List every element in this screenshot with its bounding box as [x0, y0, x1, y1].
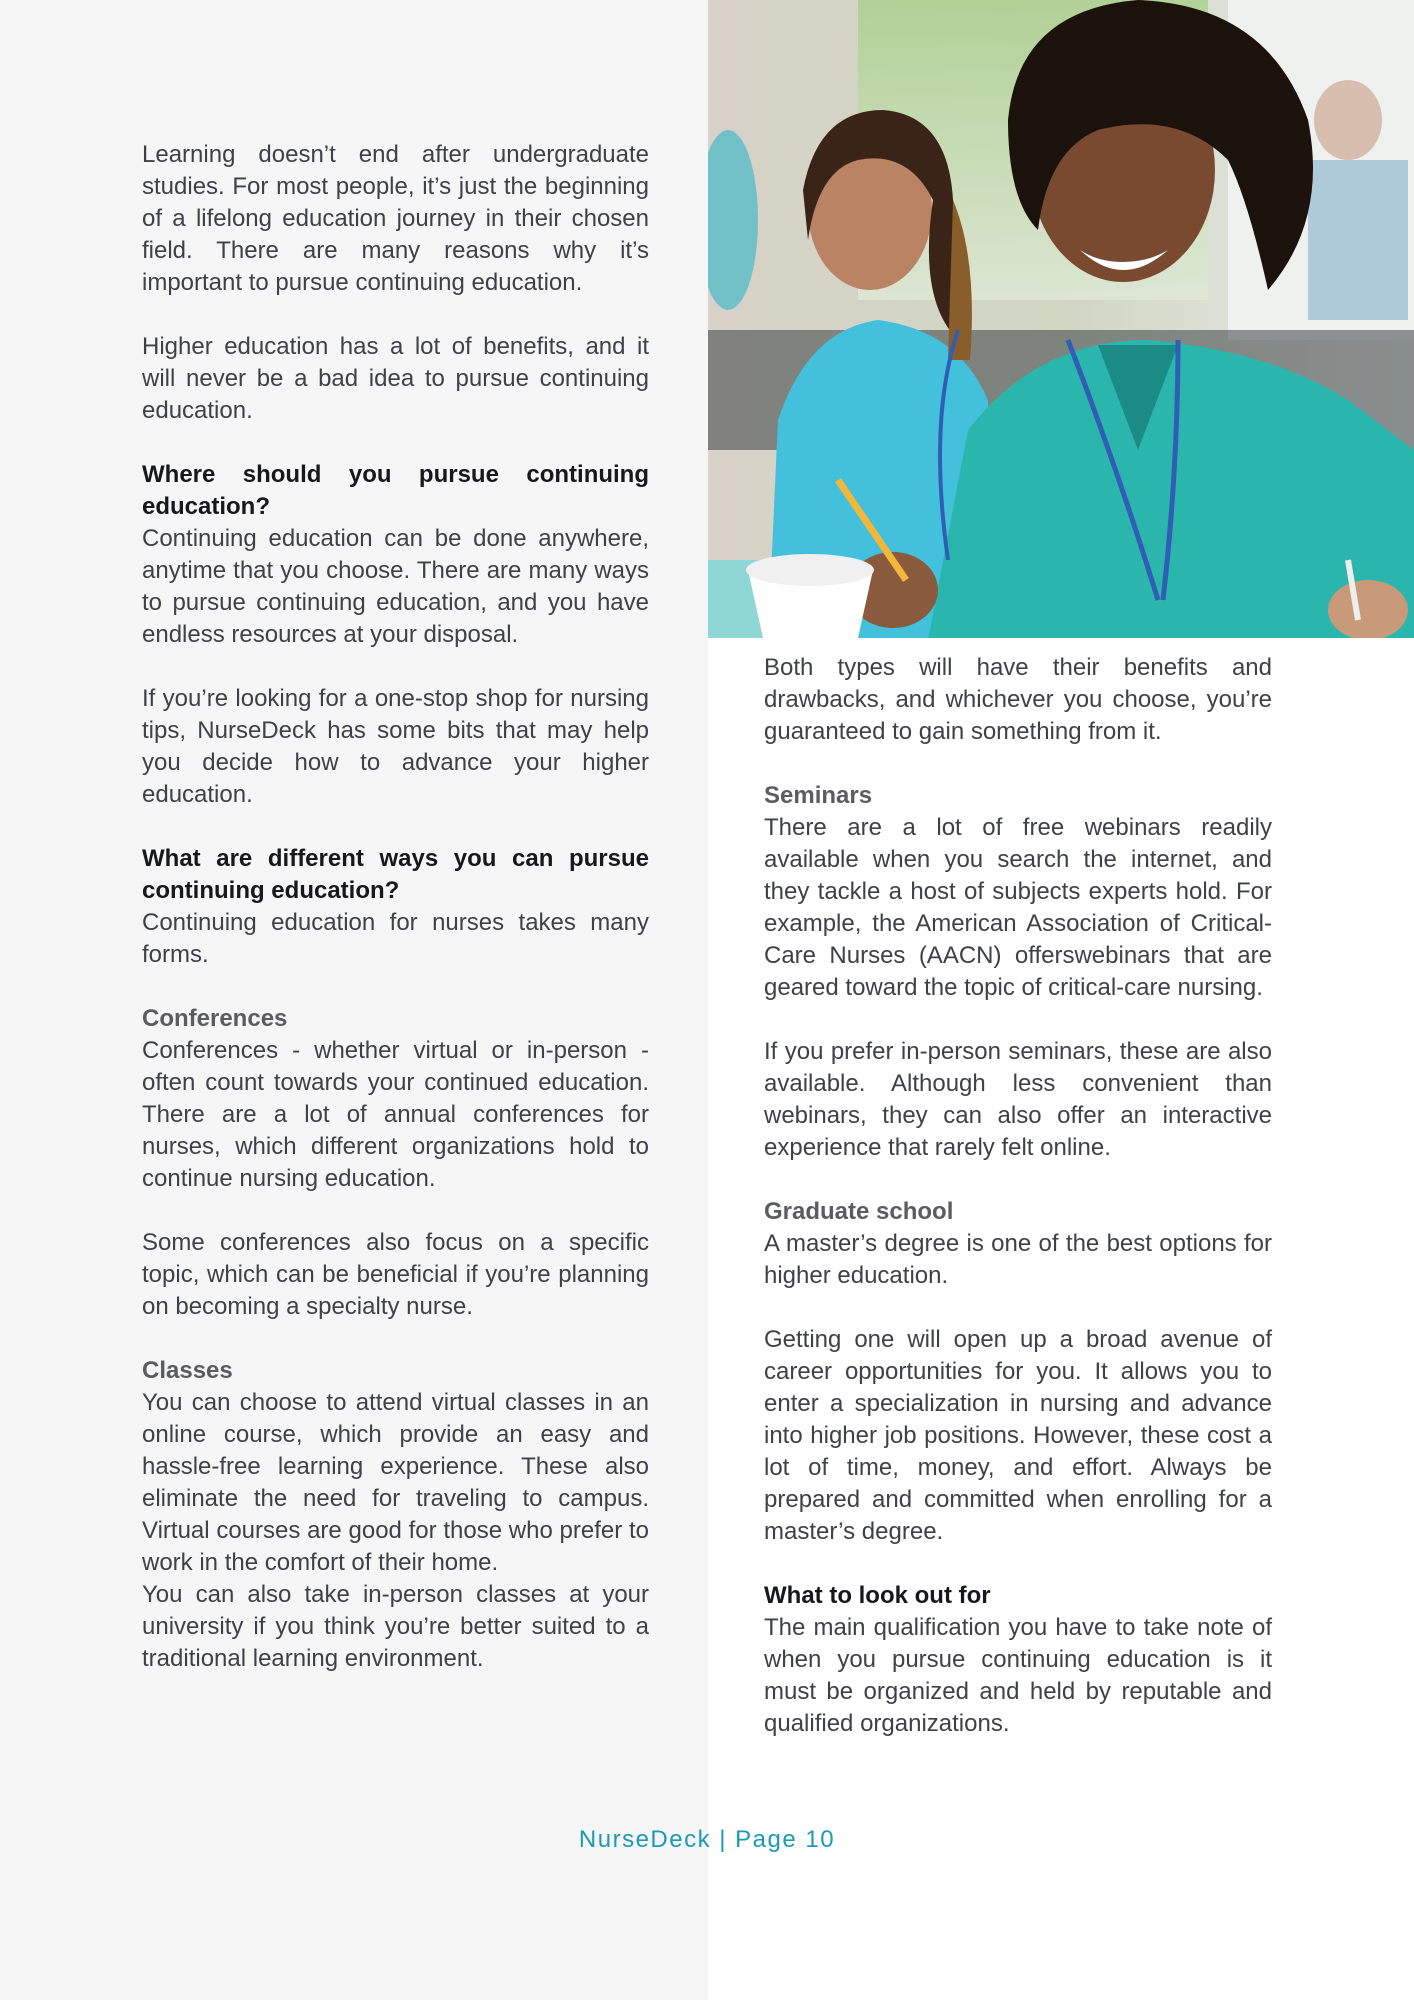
heading-graduate-school: Graduate school: [764, 1198, 954, 1225]
heading-seminars: Seminars: [764, 782, 873, 809]
ways-paragraph: Continuing education for nurses takes many forms.: [142, 909, 649, 968]
conferences-paragraph: Conferences - whether virtual or in-person - often count towards your continued education. There are a lot of annual conferences for nurses, which different organizations hold to continue nursing education.: [142, 1037, 649, 1192]
graduate-details-paragraph: Getting one will open up a broad avenue of career opportunities for you. It allows you to enter a specialization in nursing and advance into higher job positions. However, these cost a lot of time, money, and effort. Always be prepared and committed when enrolling for a master’s degree.: [764, 1326, 1272, 1545]
heading-conferences: Conferences: [142, 1005, 288, 1032]
seminars-webinars-paragraph: There are a lot of free webinars readily available when you search the internet, and they tackle a host of subjects experts hold. For example, the American Association of Critical-Care Nurses (AACN) offerswebinars that are geared toward the topic of critical-care nursing.: [764, 814, 1272, 1001]
heading-different-ways: What are different ways you can pursue continuing education?: [142, 845, 649, 904]
benefits-paragraph: Higher education has a lot of benefits, and it will never be a bad idea to pursue continuing education.: [142, 333, 649, 424]
intro-paragraph: Learning doesn’t end after undergraduate studies. For most people, it’s just the beginning of a lifelong education journey in their chosen field. There are many reasons why it’s important to pursue continuing education.: [142, 141, 649, 296]
conferences-specialty-paragraph: Some conferences also focus on a specific topic, which can be beneficial if you’re planning on becoming a specialty nurse.: [142, 1229, 649, 1320]
heading-classes: Classes: [142, 1357, 233, 1384]
one-stop-paragraph: If you’re looking for a one-stop shop for nursing tips, NurseDeck has some bits that may help you decide how to advance your higher education.: [142, 685, 649, 808]
classes-in-person-paragraph: You can also take in-person classes at your university if you think you’re better suited to a traditional learning environment.: [142, 1581, 649, 1672]
heading-where-pursue: Where should you pursue continuing education?: [142, 461, 649, 520]
left-column: [142, 139, 649, 1707]
page-footer: NurseDeck | Page 10: [578, 1826, 836, 1853]
where-paragraph: Continuing education can be done anywhere, anytime that you choose. There are many ways to pursue continuing education, and you have endless resources at your disposal.: [142, 525, 649, 648]
nurses-photo: [708, 0, 1414, 638]
seminars-in-person-paragraph: If you prefer in-person seminars, these are also available. Although less convenient than webinars, they can also offer an interactive experience that rarely felt online.: [764, 1038, 1272, 1161]
classes-virtual-paragraph: You can choose to attend virtual classes in an online course, which provide an easy and hassle-free learning experience. These also eliminate the need for traveling to campus. Virtual courses are good for those who prefer to work in the comfort of their home.: [142, 1389, 649, 1576]
nurses-photo-icon: [708, 0, 1414, 638]
graduate-intro-paragraph: A master’s degree is one of the best options for higher education.: [764, 1230, 1272, 1289]
right-column: [764, 652, 1272, 1772]
look-out-paragraph: The main qualification you have to take note of when you pursue continuing education is it must be organized and held by reputable and qualified organizations.: [764, 1614, 1272, 1737]
heading-look-out-for: What to look out for: [764, 1582, 991, 1609]
both-types-paragraph: Both types will have their benefits and drawbacks, and whichever you choose, you’re guaranteed to gain something from it.: [764, 654, 1272, 745]
